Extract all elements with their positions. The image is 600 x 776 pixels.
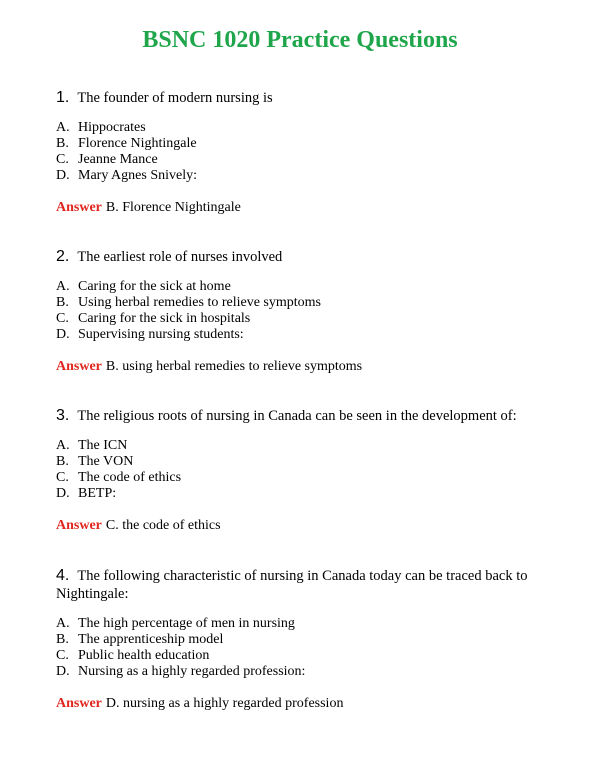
- option-letter: A.: [56, 279, 70, 294]
- option-text: Hippocrates: [78, 120, 146, 135]
- option-b: [56, 136, 556, 152]
- option-text: BETP:: [78, 486, 117, 501]
- question-text: [56, 407, 556, 425]
- option-d: [56, 664, 556, 680]
- option-text: Nursing as a highly regarded profession:: [78, 664, 306, 679]
- option-letter: D.: [56, 327, 70, 342]
- option-letter: B.: [56, 632, 69, 647]
- option-text: Caring for the sick in hospitals: [78, 311, 251, 326]
- question-prompt: The founder of modern nursing is: [77, 90, 273, 106]
- answer-text: C. the code of ethics: [105, 518, 221, 533]
- option-letter: C.: [56, 311, 69, 326]
- question-4: [56, 567, 556, 712]
- question-number: 1.: [56, 89, 70, 106]
- option-d: [56, 168, 556, 184]
- answer-line: [56, 359, 556, 375]
- option-text: The high percentage of men in nursing: [78, 616, 295, 631]
- option-letter: A.: [56, 120, 70, 135]
- question-prompt: The following characteristic of nursing in Canada today can be traced back to Nightingale:: [56, 568, 528, 602]
- option-letter: C.: [56, 470, 69, 485]
- option-a: [56, 279, 556, 295]
- option-letter: A.: [56, 438, 70, 453]
- option-list: [56, 438, 556, 502]
- answer-line: [56, 518, 556, 534]
- question-text: [56, 567, 556, 603]
- option-text: Caring for the sick at home: [78, 279, 231, 294]
- option-c: [56, 152, 556, 168]
- option-a: [56, 120, 556, 136]
- question-number: 2.: [56, 248, 70, 265]
- option-letter: A.: [56, 616, 70, 631]
- option-letter: B.: [56, 454, 69, 469]
- answer-label: Answer: [56, 359, 102, 374]
- option-text: The VON: [78, 454, 134, 469]
- option-b: [56, 454, 556, 470]
- option-text: Florence Nightingale: [78, 136, 197, 151]
- option-text: Public health education: [78, 648, 210, 663]
- option-d: [56, 327, 556, 343]
- option-a: [56, 616, 556, 632]
- question-prompt: The earliest role of nurses involved: [77, 249, 283, 265]
- answer-label: Answer: [56, 518, 102, 533]
- option-text: The code of ethics: [78, 470, 182, 485]
- question-prompt: The religious roots of nursing in Canada can be seen in the development of:: [77, 408, 517, 424]
- answer-label: Answer: [56, 696, 102, 711]
- question-text: [56, 248, 556, 266]
- answer-text: B. using herbal remedies to relieve symptoms: [105, 359, 363, 374]
- option-letter: B.: [56, 295, 69, 310]
- option-list: [56, 279, 556, 343]
- question-number: 3.: [56, 407, 70, 424]
- answer-label: Answer: [56, 200, 102, 215]
- option-letter: C.: [56, 152, 69, 167]
- option-text: The ICN: [78, 438, 128, 453]
- question-number: 4.: [56, 567, 70, 584]
- option-c: [56, 311, 556, 327]
- question-text: [56, 89, 556, 107]
- answer-text: B. Florence Nightingale: [105, 200, 241, 215]
- option-list: [56, 616, 556, 680]
- answer-text: D. nursing as a highly regarded profession: [105, 696, 344, 711]
- answer-line: [56, 696, 556, 712]
- question-1: [56, 89, 556, 216]
- option-letter: D.: [56, 486, 70, 501]
- option-b: [56, 632, 556, 648]
- question-2: [56, 248, 556, 375]
- option-text: Jeanne Mance: [78, 152, 158, 167]
- answer-line: [56, 200, 556, 216]
- option-letter: C.: [56, 648, 69, 663]
- option-letter: D.: [56, 168, 70, 183]
- option-a: [56, 438, 556, 454]
- option-text: Mary Agnes Snively:: [78, 168, 197, 183]
- option-letter: D.: [56, 664, 70, 679]
- option-c: [56, 470, 556, 486]
- question-3: [56, 407, 556, 534]
- option-letter: B.: [56, 136, 69, 151]
- option-text: Supervising nursing students:: [78, 327, 244, 342]
- option-text: Using herbal remedies to relieve symptoms: [78, 295, 321, 310]
- option-b: [56, 295, 556, 311]
- option-d: [56, 486, 556, 502]
- page-title: BSNC 1020 Practice Questions: [142, 27, 458, 53]
- option-c: [56, 648, 556, 664]
- option-list: [56, 120, 556, 184]
- option-text: The apprenticeship model: [78, 632, 224, 647]
